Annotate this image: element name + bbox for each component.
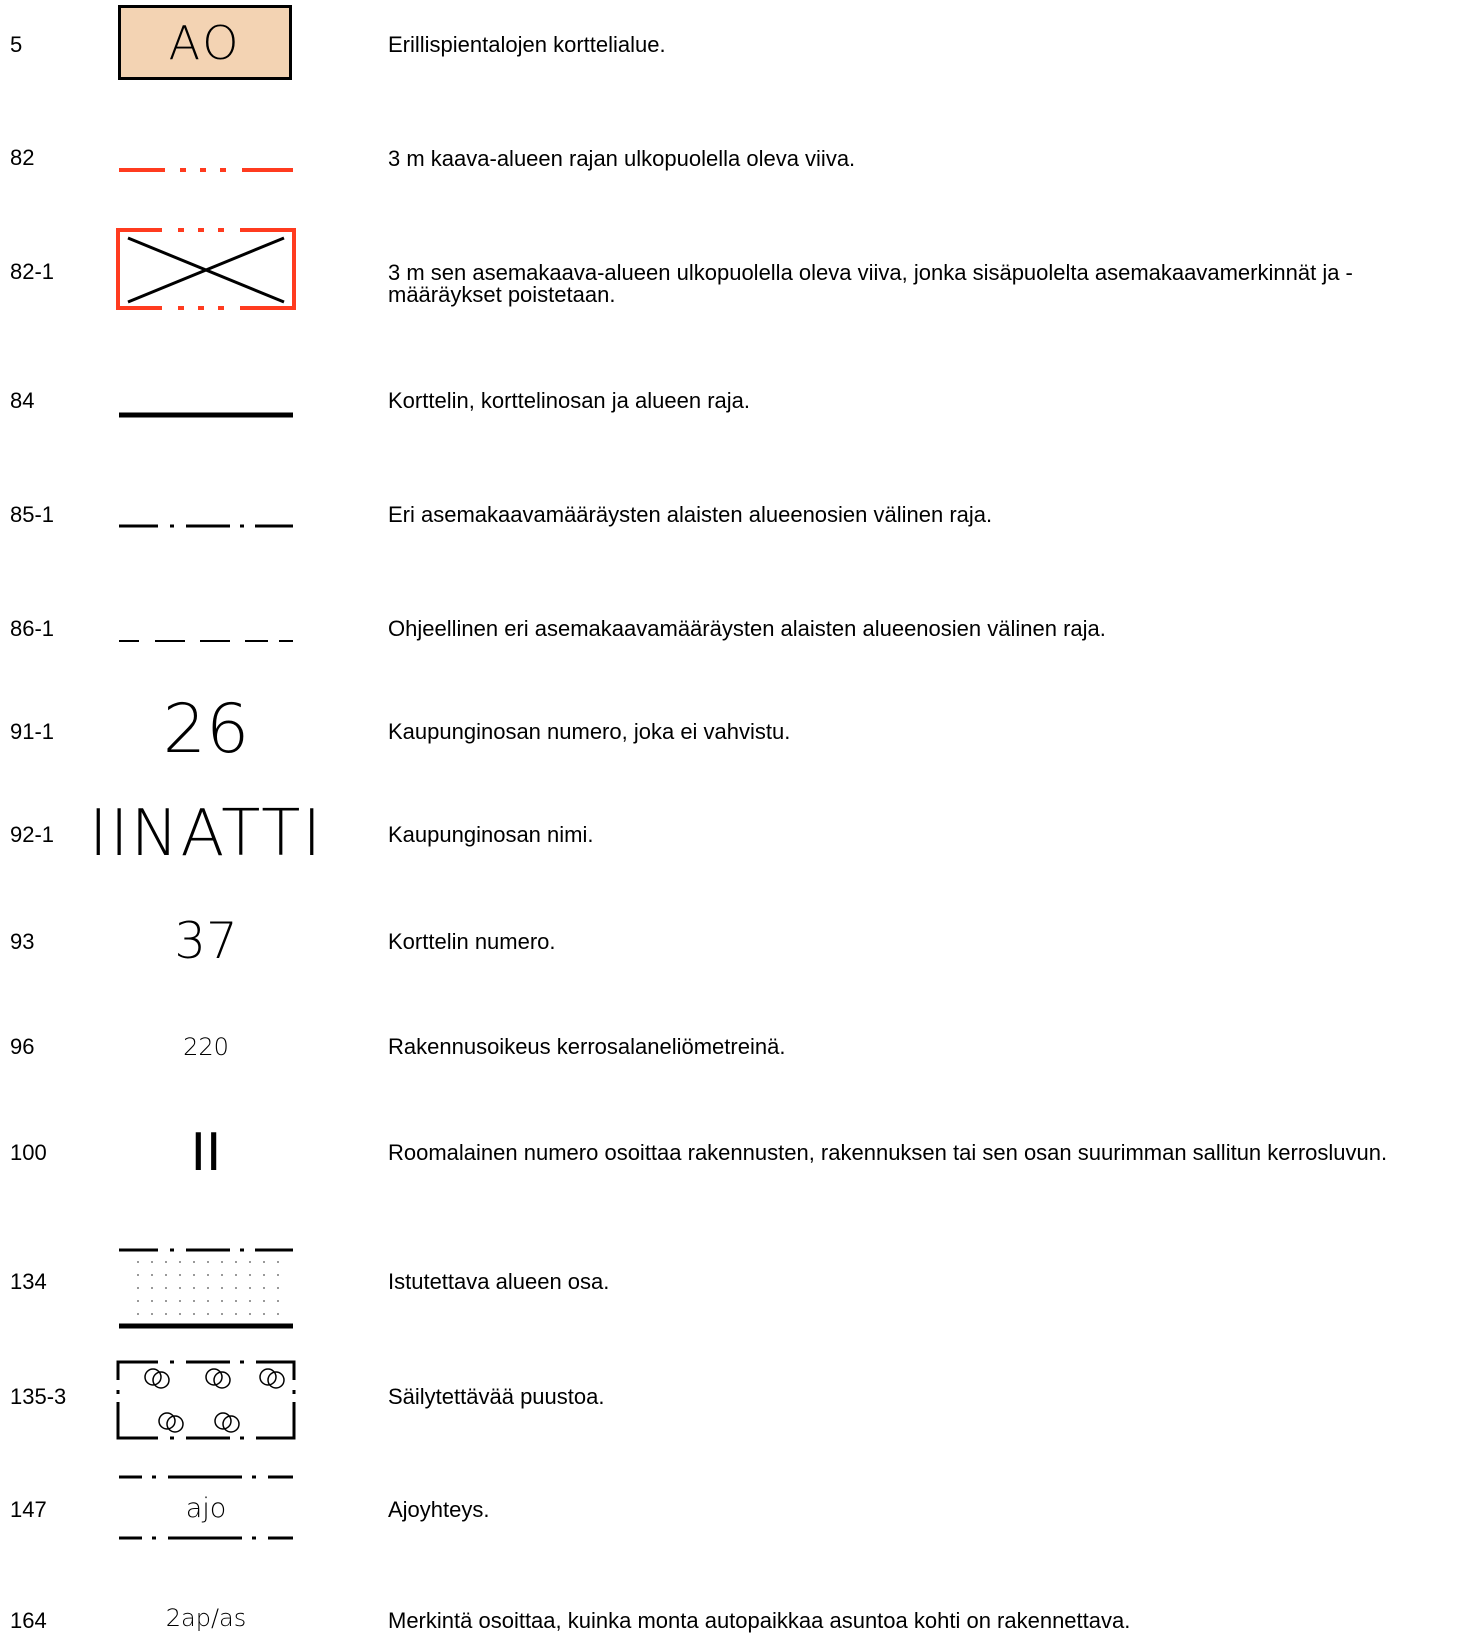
legend-description: Ohjeellinen eri asemakaavamääräysten alaisten alueenosien välinen raja. — [388, 616, 1106, 641]
legend-code: 100 — [10, 1140, 47, 1165]
legend-description: Ajoyhteys. — [388, 1497, 490, 1522]
legend-description: Roomalainen numero osoittaa rakennusten, rakennuksen tai sen osan suurimman sallitun kerrosluvun. — [388, 1140, 1388, 1165]
legend-description: Säilytettävää puustoa. — [388, 1384, 605, 1409]
driveway-label: ajo — [185, 1493, 227, 1524]
legend-description: Merkintä osoittaa, kuinka monta autopaikkaa asuntoa kohti on rakennettava. — [388, 1608, 1131, 1633]
building-right-label: 220 — [183, 1033, 229, 1061]
legend-description: 3 m sen asemakaava-alueen ulkopuolella oleva viiva, jonka sisäpuolelta asemakaavamerkinnät ja -määräykset poistetaan. — [388, 260, 1353, 307]
legend-description: 3 m kaava-alueen rajan ulkopuolella oleva viiva. — [388, 146, 856, 171]
floor-count-label: II — [190, 1123, 222, 1183]
legend-code: 147 — [10, 1497, 47, 1522]
legend-code: 85-1 — [10, 502, 55, 527]
plan-boundary-offset-line-symbol — [118, 160, 294, 176]
driveway-top-line — [118, 1472, 294, 1482]
legend-code: 91-1 — [10, 719, 55, 744]
legend-code: 82-1 — [10, 259, 55, 284]
legend-code: 134 — [10, 1269, 47, 1294]
indicative-boundary-line-symbol — [118, 636, 294, 646]
block-boundary-line-symbol — [118, 410, 294, 420]
sub-area-boundary-line-symbol — [118, 521, 294, 531]
legend-code: 135-3 — [10, 1384, 67, 1409]
planted-area-symbol — [118, 1242, 294, 1330]
legend-code: 82 — [10, 145, 35, 170]
driveway-bottom-line — [118, 1533, 294, 1543]
legend-description: Kaupunginosan nimi. — [388, 822, 594, 847]
ao-zone-label: AO — [168, 16, 242, 70]
legend-description: Korttelin numero. — [388, 929, 556, 954]
legend-description: Kaupunginosan numero, joka ei vahvistu. — [388, 719, 791, 744]
parking-requirement-label: 2ap/as — [165, 1604, 247, 1632]
legend-code: 86-1 — [10, 616, 55, 641]
block-number-label: 37 — [174, 912, 238, 970]
legend-description: Eri asemakaavamääräysten alaisten alueenosien välinen raja. — [388, 502, 993, 527]
legend-description: Istutettava alueen osa. — [388, 1269, 610, 1294]
legend-code: 5 — [10, 32, 23, 57]
removed-plan-area-symbol — [116, 228, 296, 312]
preserved-trees-symbol — [116, 1358, 296, 1444]
legend-description: Erillispientalojen korttelialue. — [388, 32, 666, 57]
legend-code: 84 — [10, 388, 35, 413]
legend-code: 164 — [10, 1608, 47, 1633]
legend-code: 92-1 — [10, 822, 55, 847]
district-name-label: IINATTI — [88, 797, 324, 871]
legend-description: Rakennusoikeus kerrosalaneliömetreinä. — [388, 1034, 786, 1059]
legend-description: Korttelin, korttelinosan ja alueen raja. — [388, 388, 750, 413]
legend-code: 96 — [10, 1034, 35, 1059]
legend-code: 93 — [10, 929, 35, 954]
district-number-label: 26 — [162, 690, 250, 769]
